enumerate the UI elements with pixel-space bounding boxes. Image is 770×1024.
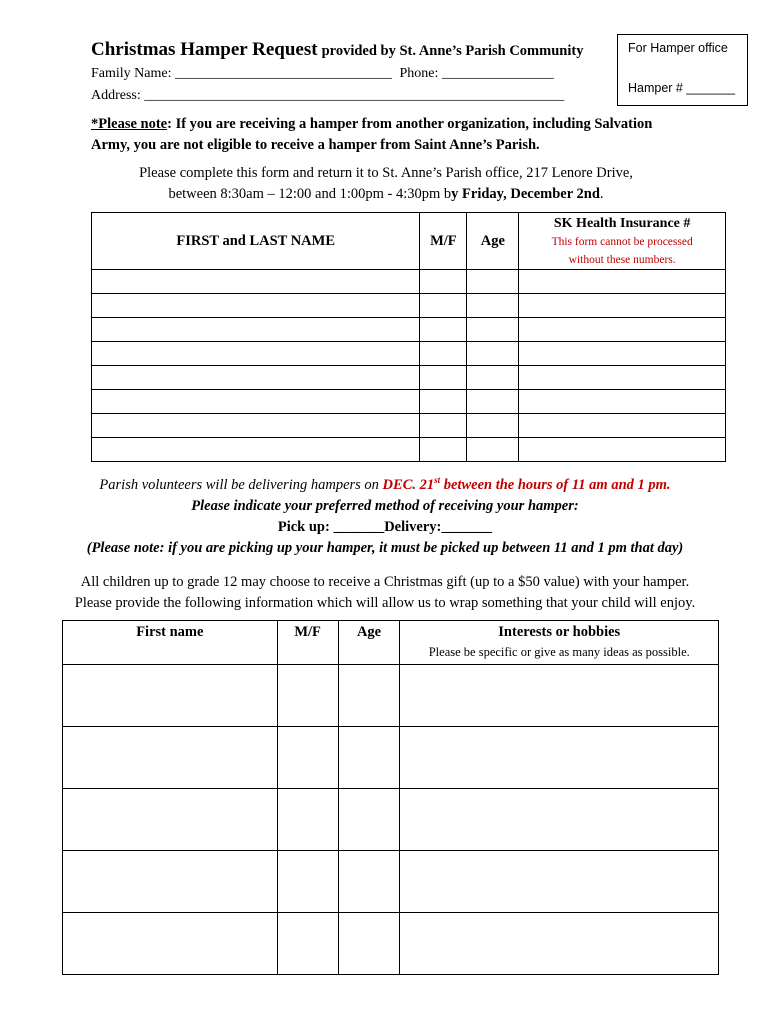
table-row <box>92 294 726 318</box>
family-name-field[interactable] <box>91 66 554 82</box>
table-row <box>92 342 726 366</box>
col-interests-header <box>400 621 719 665</box>
delivery-hours: between the hours of 11 am and 1 pm. <box>440 476 671 493</box>
mf-cell[interactable] <box>420 270 467 294</box>
delivery-intro: Parish volunteers will be delivering hampers on <box>99 476 383 493</box>
table-row <box>63 727 719 789</box>
name-cell[interactable] <box>92 294 420 318</box>
table-row <box>63 913 719 975</box>
col-health-header <box>519 213 726 270</box>
table-row <box>92 438 726 462</box>
mf-cell[interactable] <box>420 318 467 342</box>
delivery-section <box>60 470 710 559</box>
note-prefix: *Please note <box>91 116 168 132</box>
instructions-deadline: y Friday, December 2nd <box>451 186 600 202</box>
hamper-office-box <box>617 34 748 106</box>
first-name-cell[interactable] <box>63 665 278 727</box>
mf-cell[interactable] <box>420 366 467 390</box>
gift-table-body <box>63 665 719 975</box>
office-label: For Hamper office <box>628 41 728 55</box>
address-field[interactable] <box>91 88 564 104</box>
age-cell[interactable] <box>338 727 400 789</box>
name-cell[interactable] <box>92 438 420 462</box>
family-name-label: Family Name: _______________________________ <box>91 66 392 81</box>
title-subtitle: provided by St. Anne’s Parish Community <box>321 43 584 59</box>
health-number-cell[interactable] <box>519 294 726 318</box>
health-number-cell[interactable] <box>519 270 726 294</box>
table-row <box>92 318 726 342</box>
address-label: Address: ____________________________________________________________ <box>91 88 565 103</box>
children-line-1: All children up to grade 12 may choose to receive a Christmas gift (up to a $50 value) with your hamper. <box>80 574 690 590</box>
health-note-1: This form cannot be processed <box>551 236 693 248</box>
age-cell[interactable] <box>338 789 400 851</box>
first-name-cell[interactable] <box>63 913 278 975</box>
table-row <box>92 390 726 414</box>
pickup-note: (Please note: if you are picking up your hamper, it must be picked up between 11 and 1 pm that day) <box>86 539 684 556</box>
mf-cell[interactable] <box>420 342 467 366</box>
delivery-line-2: Please indicate your preferred method of receiving your hamper: <box>191 497 579 514</box>
eligibility-note <box>91 114 691 156</box>
gift-table-header-row <box>63 621 719 665</box>
health-number-cell[interactable] <box>519 414 726 438</box>
name-cell[interactable] <box>92 318 420 342</box>
mf-cell[interactable] <box>420 294 467 318</box>
mf-cell[interactable] <box>277 665 338 727</box>
note-text: : If you are receiving a hamper from another organization, including Salvation Army, you are not eligible to receive a hamper from Saint Anne’s Parish. <box>91 116 653 153</box>
age-cell[interactable] <box>467 294 519 318</box>
age-cell[interactable] <box>338 665 400 727</box>
col-gift-mf-header: M/F <box>277 621 338 665</box>
name-cell[interactable] <box>92 270 420 294</box>
form-title <box>91 39 583 61</box>
name-cell[interactable] <box>92 414 420 438</box>
table-row <box>92 414 726 438</box>
instructions-end: . <box>599 186 604 202</box>
interests-label: Interests or hobbies <box>498 624 621 640</box>
health-insurance-label: SK Health Insurance # <box>553 216 691 231</box>
col-name-header: FIRST and LAST NAME <box>92 213 420 270</box>
instructions-line-2 <box>91 184 681 205</box>
table-header-row <box>92 213 726 270</box>
instructions-line-1: Please complete this form and return it to St. Anne’s Parish office, 217 Lenore Drive, <box>139 165 633 181</box>
col-gift-age-header: Age <box>338 621 400 665</box>
table-row <box>63 851 719 913</box>
age-cell[interactable] <box>467 342 519 366</box>
health-number-cell[interactable] <box>519 318 726 342</box>
name-cell[interactable] <box>92 390 420 414</box>
children-line-2: Please provide the following information which will allow us to wrap something that your child will enjoy. <box>74 595 696 611</box>
age-cell[interactable] <box>467 270 519 294</box>
pickup-delivery-field[interactable]: Pick up: _______Delivery:_______ <box>277 518 493 535</box>
phone-label: Phone: ________________ <box>399 66 554 81</box>
age-cell[interactable] <box>467 414 519 438</box>
col-mf-header: M/F <box>420 213 467 270</box>
health-number-cell[interactable] <box>519 438 726 462</box>
delivery-date <box>383 477 671 493</box>
delivery-date-sup: st <box>434 475 441 485</box>
first-name-cell[interactable] <box>63 727 278 789</box>
table-row <box>92 366 726 390</box>
col-age-header: Age <box>467 213 519 270</box>
age-cell[interactable] <box>467 366 519 390</box>
delivery-line-1 <box>60 470 710 496</box>
mf-cell[interactable] <box>420 390 467 414</box>
health-number-cell[interactable] <box>519 366 726 390</box>
interests-cell[interactable] <box>400 789 719 851</box>
mf-cell[interactable] <box>420 414 467 438</box>
age-cell[interactable] <box>467 390 519 414</box>
family-table-body <box>92 270 726 462</box>
mf-cell[interactable] <box>277 789 338 851</box>
title-main: Christmas Hamper Request <box>91 39 318 60</box>
age-cell[interactable] <box>467 438 519 462</box>
name-cell[interactable] <box>92 342 420 366</box>
interests-cell[interactable] <box>400 913 719 975</box>
first-name-cell[interactable] <box>63 789 278 851</box>
hamper-number-field[interactable]: Hamper # _______ <box>628 81 736 95</box>
health-note-2: without these numbers. <box>568 254 676 266</box>
children-gift-table <box>62 620 719 975</box>
mf-cell[interactable] <box>277 727 338 789</box>
table-row <box>92 270 726 294</box>
children-gift-info <box>40 572 730 614</box>
interests-cell[interactable] <box>400 727 719 789</box>
first-name-cell[interactable] <box>63 851 278 913</box>
interests-cell[interactable] <box>400 665 719 727</box>
instructions-hours: between 8:30am – 12:00 and 1:00pm - 4:30pm b <box>168 186 452 202</box>
age-cell[interactable] <box>467 318 519 342</box>
age-cell[interactable] <box>338 913 400 975</box>
table-row <box>63 665 719 727</box>
interests-note: Please be specific or give as many ideas as possible. <box>428 645 690 659</box>
return-instructions <box>91 163 681 205</box>
health-number-cell[interactable] <box>519 342 726 366</box>
delivery-date-text: DEC. 21 <box>382 476 435 493</box>
family-members-table <box>91 212 726 462</box>
table-row <box>63 789 719 851</box>
health-number-cell[interactable] <box>519 390 726 414</box>
mf-cell[interactable] <box>277 851 338 913</box>
col-first-name-header: First name <box>63 621 278 665</box>
age-cell[interactable] <box>338 851 400 913</box>
mf-cell[interactable] <box>420 438 467 462</box>
interests-cell[interactable] <box>400 851 719 913</box>
mf-cell[interactable] <box>277 913 338 975</box>
name-cell[interactable] <box>92 366 420 390</box>
